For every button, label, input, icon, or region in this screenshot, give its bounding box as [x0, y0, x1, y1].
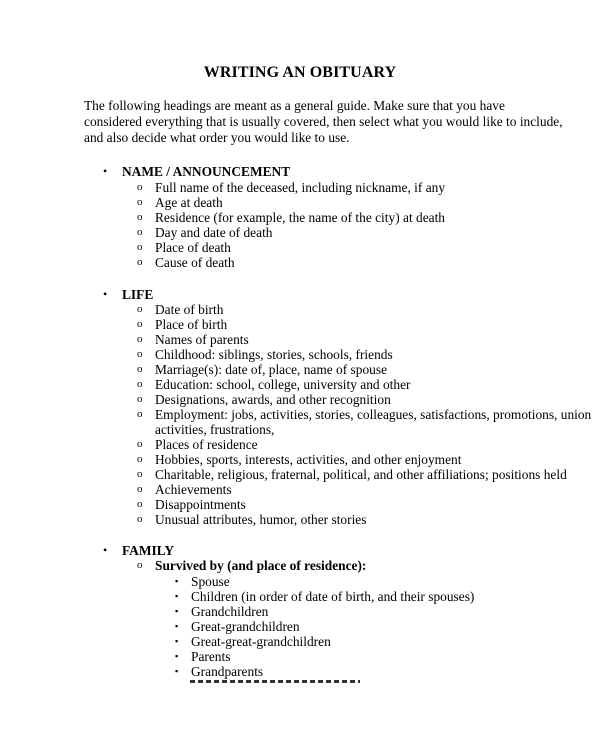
list-item-bullet: o: [137, 363, 143, 375]
sublist-item-bullet: ▪: [175, 636, 179, 646]
sublist-item: Children (in order of date of birth, and their spouses): [191, 589, 475, 604]
sublist-item: Great-grandchildren: [191, 619, 300, 634]
list-item-bullet: o: [137, 468, 143, 480]
list-item: Age at death: [155, 195, 223, 210]
cut-off-text-line: [190, 680, 360, 683]
list-item: Date of birth: [155, 302, 224, 317]
list-item-bullet: o: [137, 256, 143, 268]
list-item-bullet: o: [137, 498, 143, 510]
list-item: Charitable, religious, fraternal, political, and other affiliations; positions held: [155, 467, 567, 482]
list-item-bullet: o: [137, 453, 143, 465]
list-item: Residence (for example, the name of the city) at death: [155, 210, 446, 225]
list-item-bullet: o: [137, 438, 143, 450]
family-subheading: Survived by (and place of residence):: [155, 558, 367, 573]
list-item: Places of residence: [155, 437, 258, 452]
list-item-bullet: o: [137, 196, 143, 208]
list-item-bullet: o: [137, 211, 143, 223]
list-item-continuation: activities, frustrations,: [155, 422, 275, 437]
list-item-bullet: o: [137, 348, 143, 360]
list-item: Full name of the deceased, including nickname, if any: [155, 180, 446, 195]
section-bullet: •: [103, 287, 108, 301]
sublist-item-bullet: ▪: [175, 651, 179, 661]
sublist-item: Grandparents: [191, 664, 264, 679]
list-item-bullet: o: [137, 318, 143, 330]
list-item: Marriage(s): date of, place, name of spouse: [155, 362, 388, 377]
sublist-item: Parents: [191, 649, 231, 664]
sublist-item-bullet: ▪: [175, 606, 179, 616]
section-heading-life: LIFE: [122, 287, 154, 302]
sublist-item-bullet: ▪: [175, 576, 179, 586]
list-item: Unusual attributes, humor, other stories: [155, 512, 367, 527]
list-item: Names of parents: [155, 332, 249, 347]
list-item: Disappointments: [155, 497, 246, 512]
list-item-bullet: o: [137, 241, 143, 253]
section-bullet: •: [103, 164, 108, 178]
list-item: Designations, awards, and other recognition: [155, 392, 391, 407]
list-item: Employment: jobs, activities, stories, colleagues, satisfactions, promotions, union: [155, 407, 592, 422]
list-item: Achievements: [155, 482, 232, 497]
list-item-bullet: o: [137, 333, 143, 345]
sublist-item-bullet: ▪: [175, 621, 179, 631]
list-item: Hobbies, sports, interests, activities, and other enjoyment: [155, 452, 462, 467]
list-item-bullet: o: [137, 378, 143, 390]
list-item: Childhood: siblings, stories, schools, friends: [155, 347, 393, 362]
sublist-item: Spouse: [191, 574, 230, 589]
list-item: Education: school, college, university and other: [155, 377, 411, 392]
list-item-bullet: o: [137, 559, 143, 571]
document-title: WRITING AN OBITUARY: [203, 64, 397, 81]
sublist-item-bullet: ▪: [175, 666, 179, 676]
list-item-bullet: o: [137, 483, 143, 495]
sublist-item: Great-great-grandchildren: [191, 634, 331, 649]
list-item-bullet: o: [137, 513, 143, 525]
intro-paragraph: The following headings are meant as a general guide. Make sure that you have considered everything that is usually covered, then select what you would like to include, and also decide what order you would like to use.: [84, 98, 563, 146]
list-item: Cause of death: [155, 255, 235, 270]
section-bullet: •: [103, 543, 108, 557]
section-heading-name: NAME / ANNOUNCEMENT: [122, 164, 291, 179]
list-item-bullet: o: [137, 408, 143, 420]
list-item: Day and date of death: [155, 225, 273, 240]
list-item: Place of death: [155, 240, 231, 255]
sublist-item-bullet: ▪: [175, 591, 179, 601]
list-item-bullet: o: [137, 226, 143, 238]
list-item-bullet: o: [137, 393, 143, 405]
list-item-bullet: o: [137, 303, 143, 315]
section-heading-family: FAMILY: [122, 543, 175, 558]
list-item: Place of birth: [155, 317, 228, 332]
list-item-bullet: o: [137, 181, 143, 193]
sublist-item: Grandchildren: [191, 604, 269, 619]
